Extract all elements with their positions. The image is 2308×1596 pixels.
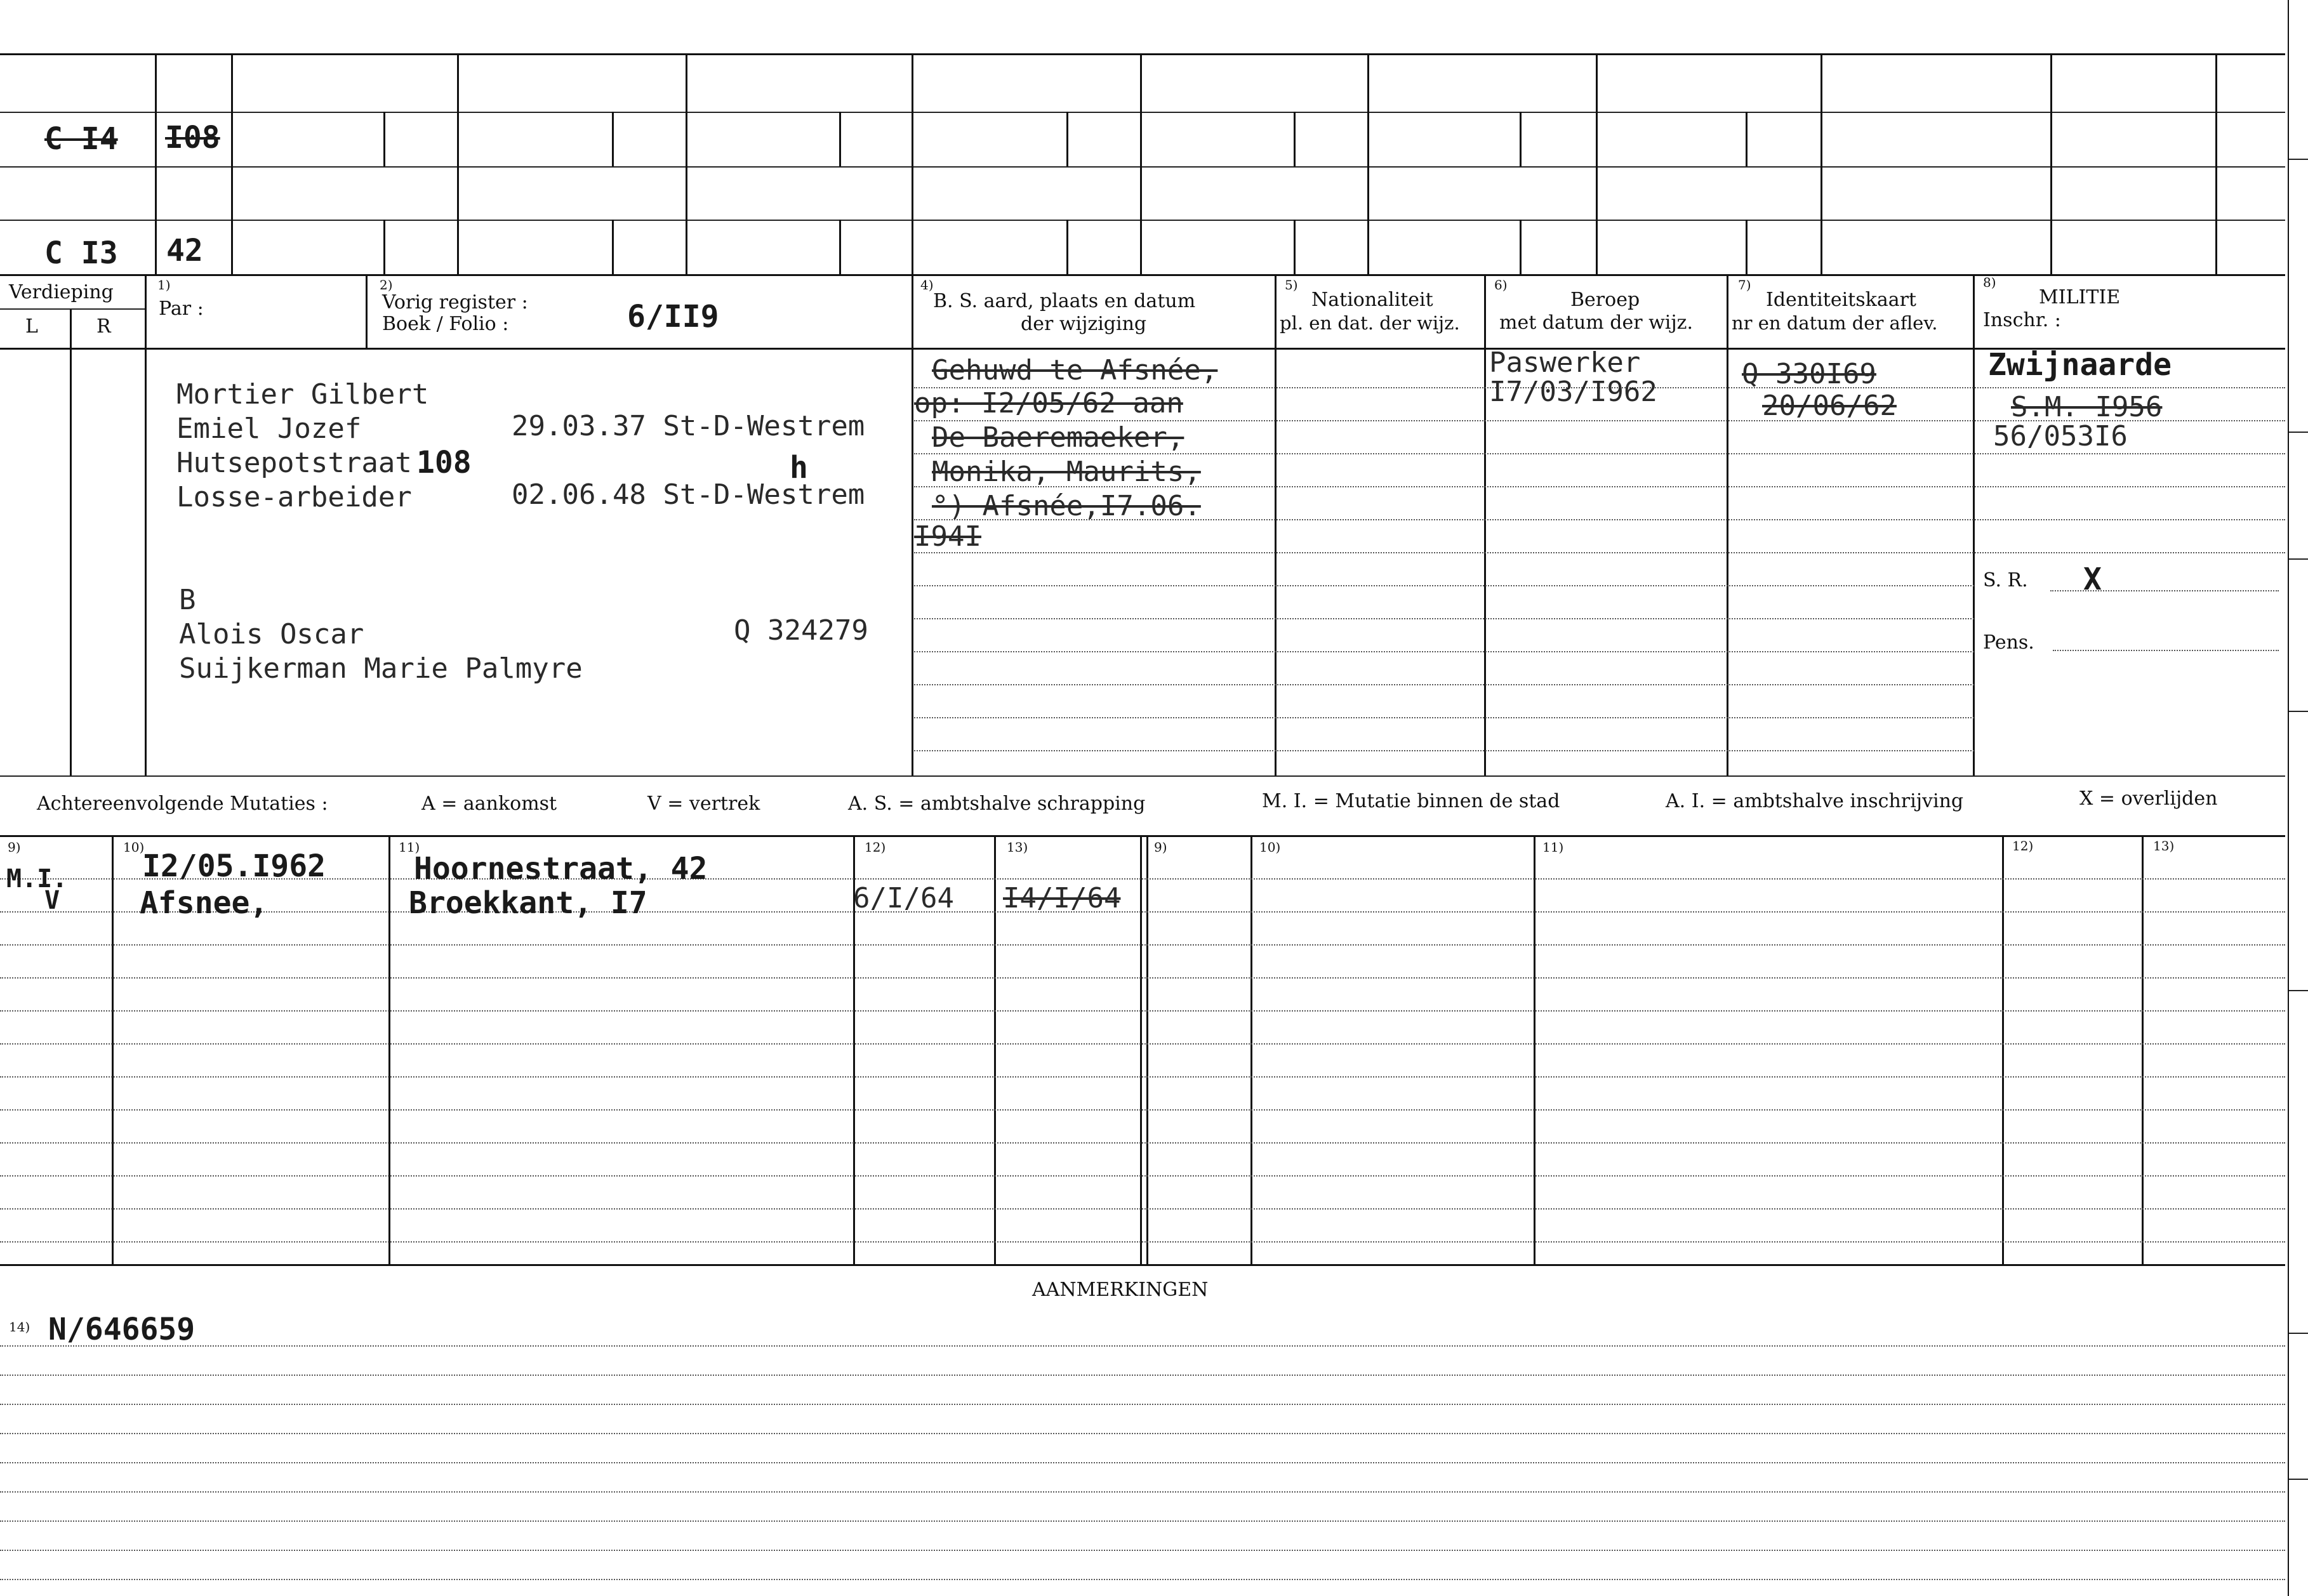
- person-street: Hutsepotstraat: [176, 447, 412, 479]
- old-number: I08: [165, 120, 220, 155]
- mut-col9-num: 9): [8, 840, 21, 855]
- id-value-1: Q 330I69: [1742, 358, 1876, 390]
- person-birth: 29.03.37 St-D-Westrem: [512, 410, 865, 442]
- mut-row1-c12: 6/I/64: [853, 882, 954, 914]
- bs-header-1: B. S. aard, plaats en datum: [933, 290, 1196, 312]
- bs-line-3: De Baeremaeker,: [932, 421, 1184, 454]
- militie-header: MILITIE: [2039, 286, 2121, 308]
- mut-row2-address: Broekkant, I7: [409, 885, 647, 921]
- sr-value: X: [2083, 562, 2102, 597]
- inschr-label: Inschr. :: [1983, 309, 2061, 331]
- col4-num: 4): [920, 277, 934, 293]
- pens-label: Pens.: [1983, 631, 2034, 654]
- legend-x: X = overlijden: [2079, 788, 2218, 810]
- legend-mi: M. I. = Mutatie binnen de stad: [1262, 790, 1560, 812]
- bs-header-2: der wijziging: [1021, 313, 1147, 335]
- col5-num: 5): [1285, 277, 1298, 293]
- militie-value-3: 56/053I6: [1993, 420, 2128, 452]
- person-annotation-h: h: [790, 450, 808, 485]
- old-code: C I4: [44, 121, 118, 157]
- person-given-names: Emiel Jozef: [176, 412, 362, 445]
- mut-col12-num: 12): [865, 840, 886, 855]
- bs-line-4: Monika, Maurits,: [932, 456, 1201, 488]
- mut-col9b-num: 9): [1154, 840, 1167, 855]
- militie-value-2: S.M. I956: [2011, 391, 2163, 423]
- bs-line-6: I94I: [914, 520, 981, 553]
- remarks-num: 14): [9, 1319, 30, 1335]
- code: C I3: [44, 235, 118, 271]
- mut-row2-place: Afsnee,: [140, 885, 269, 921]
- par-label: Par :: [159, 298, 204, 320]
- mut-row1-address: Hoornestraat, 42: [414, 851, 708, 887]
- vorig-register-label: Vorig register :: [382, 291, 528, 313]
- bs-line-1: Gehuwd te Afsnée,: [932, 354, 1218, 386]
- person-date2: 02.06.48 St-D-Westrem: [512, 478, 865, 511]
- person-mother: Suijkerman Marie Palmyre: [179, 652, 583, 685]
- col8-num: 8): [1983, 275, 1996, 290]
- boek-folio-label: Boek / Folio :: [382, 313, 509, 335]
- person-b-label: B: [179, 584, 196, 616]
- beroep-header-2: met datum der wijz.: [1499, 312, 1693, 334]
- person-house-no: 108: [416, 445, 472, 480]
- militie-value-1: Zwijnaarde: [1988, 347, 2172, 383]
- col6-num: 6): [1494, 277, 1508, 293]
- l-label: L: [25, 315, 38, 338]
- remarks-title: AANMERKINGEN: [1032, 1279, 1209, 1301]
- person-father: Alois Oscar: [179, 618, 364, 650]
- person-name: Mortier Gilbert: [176, 378, 429, 411]
- legend-v: V = vertrek: [647, 793, 760, 815]
- mut-col11b-num: 11): [1542, 840, 1564, 855]
- mut-col11-num: 11): [399, 840, 420, 855]
- col7-num: 7): [1738, 277, 1751, 293]
- beroep-value-2: I7/03/I962: [1489, 376, 1657, 408]
- mut-col13-num: 13): [1007, 840, 1028, 855]
- r-label: R: [96, 315, 111, 338]
- person-ref-q: Q 324279: [734, 614, 868, 647]
- mut-col12b-num: 12): [2012, 838, 2034, 854]
- beroep-value-1: Paswerker: [1489, 346, 1641, 379]
- person-occupation: Losse-arbeider: [176, 481, 412, 513]
- mut-row1-c13: I4/I/64: [1003, 882, 1121, 914]
- mut-row1-date: I2/05.I962: [142, 848, 326, 884]
- sr-label: S. R.: [1983, 569, 2028, 591]
- verdieping-label: Verdieping: [9, 281, 114, 303]
- number: 42: [166, 233, 203, 268]
- legend-as: A. S. = ambtshalve schrapping: [848, 793, 1146, 815]
- id-value-2: 20/06/62: [1762, 390, 1897, 422]
- legend-a: A = aankomst: [421, 793, 557, 815]
- nat-header-1: Nationaliteit: [1311, 289, 1433, 311]
- id-header-2: nr en datum der aflev.: [1732, 312, 1938, 334]
- mut-col10b-num: 10): [1259, 840, 1281, 855]
- mut-row1-type: M.I.: [6, 864, 68, 894]
- col1-num: 1): [157, 277, 171, 293]
- bs-line-5: °) Afsnée,I7.06.: [932, 490, 1201, 522]
- col2-num: 2): [380, 277, 393, 293]
- mutations-title: Achtereenvolgende Mutaties :: [37, 793, 328, 815]
- folio-value: 6/II9: [627, 299, 719, 334]
- nat-header-2: pl. en dat. der wijz.: [1280, 312, 1460, 334]
- id-header-1: Identiteitskaart: [1766, 289, 1916, 311]
- mut-row2-type: V: [44, 886, 60, 915]
- mut-col13b-num: 13): [2153, 838, 2175, 854]
- mut-col10-num: 10): [123, 840, 145, 855]
- legend-ai: A. I. = ambtshalve inschrijving: [1666, 790, 1964, 812]
- bs-line-2: op: I2/05/62 aan: [914, 387, 1183, 419]
- remarks-value: N/646659: [48, 1312, 196, 1347]
- beroep-header-1: Beroep: [1570, 289, 1640, 311]
